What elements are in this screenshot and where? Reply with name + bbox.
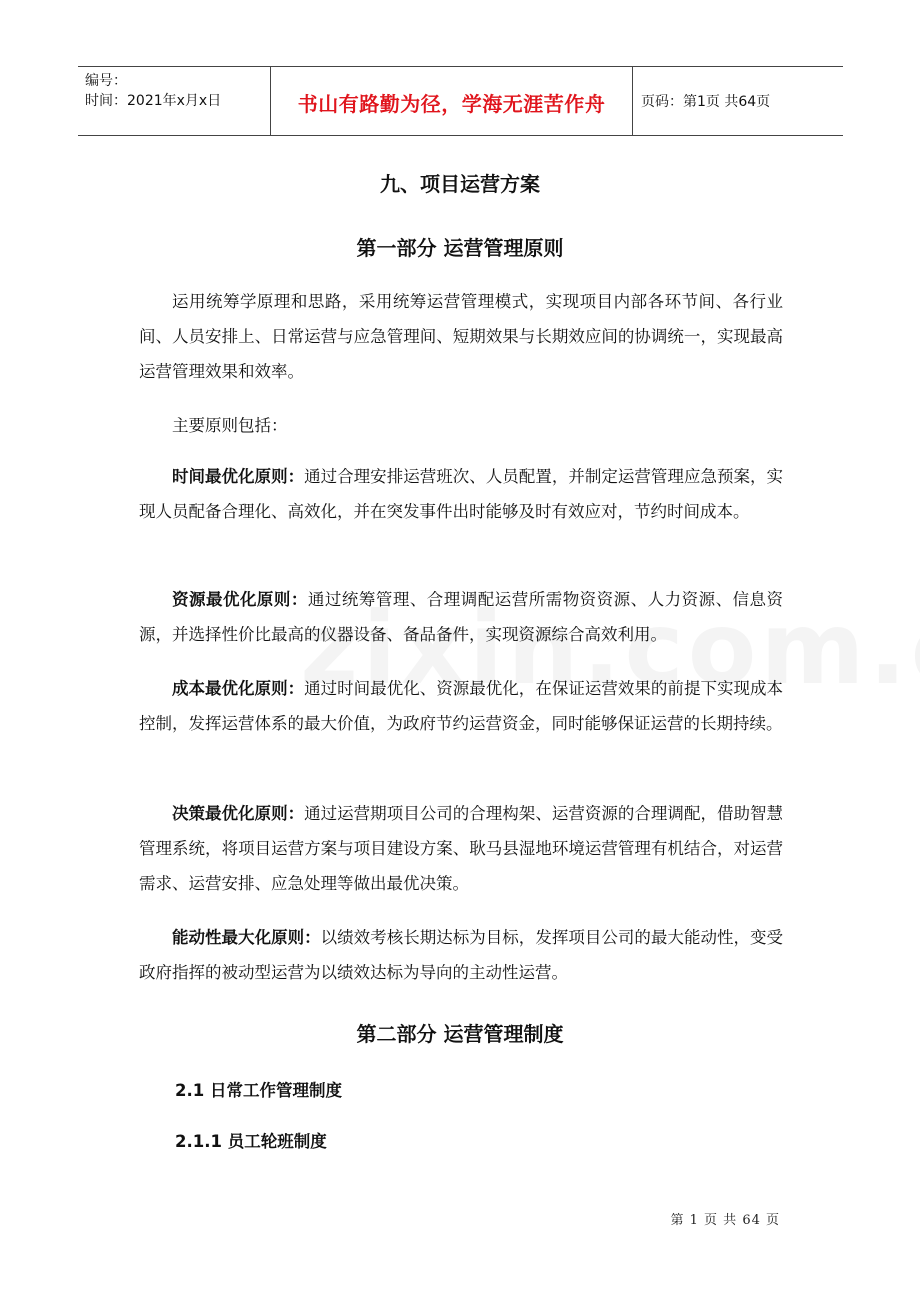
- principle-text: 通过时间最优化、资源最优化，在保证运营效果的前提下实现成本控制，发挥运营体系的最大价值，为政府节约运营资金，同时能够保证运营的长期持续。: [139, 679, 784, 733]
- subsection-heading: 2.1.1 员工轮班制度: [175, 1132, 327, 1151]
- principles-intro: 主要原则包括：: [172, 416, 288, 435]
- principle-name: 时间最优化原则: [172, 467, 288, 486]
- page-footer: 第 1 页 共 64 页: [670, 1213, 780, 1228]
- part1-title: 第一部分 运营管理原则: [356, 236, 564, 260]
- principle-time: 时间最优化原则：通过合理安排运营班次、人员配置，并制定运营管理应急预案，实现人员配备合理化、高效化，并在突发事件出时能够及时有效应对，节约时间成本。: [139, 467, 784, 521]
- principle-name: 能动性最大化原则: [172, 928, 305, 947]
- principle-text: 以绩效考核长期达标为目标，发挥项目公司的最大能动性，变受政府指挥的被动型运营为以绩效达标为导向的主动性运营。: [139, 928, 784, 982]
- principle-initiative: 能动性最大化原则：以绩效考核长期达标为目标，发挥项目公司的最大能动性，变受政府指挥的被动型运营为以绩效达标为导向的主动性运营。: [139, 928, 784, 982]
- principle-text: 通过统筹管理、合理调配运营所需物资资源、人力资源、信息资源，并选择性价比最高的仪器设备、备品备件，实现资源综合高效利用。: [139, 590, 784, 644]
- principle-name: 资源最优化原则: [172, 590, 291, 609]
- principle-name: 成本最优化原则: [172, 679, 288, 698]
- principle-cost: 成本最优化原则：通过时间最优化、资源最优化，在保证运营效果的前提下实现成本控制，发挥运营体系的最大价值，为政府节约运营资金，同时能够保证运营的长期持续。: [139, 679, 784, 733]
- part1-intro: 运用统筹学原理和思路，采用统筹运营管理模式，实现项目内部各环节间、各行业间、人员安排上、日常运营与应急管理间、短期效果与长期效应间的协调统一，实现最高运营管理效果和效率。: [139, 292, 783, 381]
- document-title: 九、项目运营方案: [380, 172, 540, 196]
- principle-resource: 资源最优化原则：通过统筹管理、合理调配运营所需物资资源、人力资源、信息资源，并选择性价比最高的仪器设备、备品备件，实现资源综合高效利用。: [139, 590, 784, 644]
- part2-title: 第二部分 运营管理制度: [356, 1022, 564, 1046]
- principle-decision: 决策最优化原则：通过运营期项目公司的合理构架、运营资源的合理调配，借助智慧管理系统，将项目运营方案与项目建设方案、耿马县湿地环境运营管理有机结合，对运营需求、运营安排、应急处理等做出最优决策。: [139, 804, 784, 893]
- number-label: 编号：: [85, 73, 127, 89]
- section-heading: 2.1 日常工作管理制度: [175, 1081, 342, 1100]
- principle-text: 通过运营期项目公司的合理构架、运营资源的合理调配，借助智慧管理系统，将项目运营方案与项目建设方案、耿马县湿地环境运营管理有机结合，对运营需求、运营安排、应急处理等做出最优决策。: [139, 804, 784, 893]
- principle-name: 决策最优化原则: [172, 804, 288, 823]
- header-motto: 书山有路勤为径，学海无涯苦作舟: [271, 67, 633, 135]
- document-header: [78, 66, 843, 136]
- header-page-label: 页码：第1页 共64页: [641, 94, 771, 110]
- principle-text: 通过合理安排运营班次、人员配置，并制定运营管理应急预案，实现人员配备合理化、高效化，并在突发事件出时能够及时有效应对，节约时间成本。: [139, 467, 784, 521]
- header-meta: [78, 67, 271, 135]
- time-label: 时间：2021年x月x日: [85, 93, 222, 109]
